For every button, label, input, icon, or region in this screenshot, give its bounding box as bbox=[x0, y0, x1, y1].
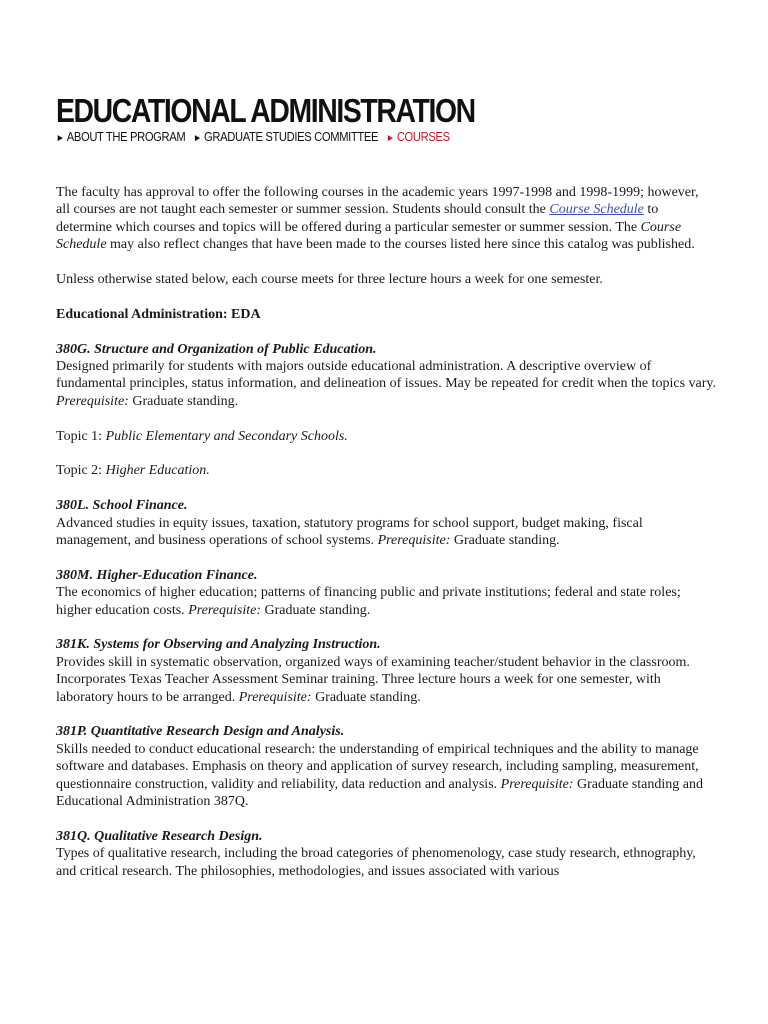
prerequisite-text: Graduate standing. bbox=[261, 602, 371, 618]
course-description: Designed primarily for students with majors outside educational administration. A descriptive overview of fundamental principles, status information, and delineation of issues. May be repeated for credit when the topics vary. bbox=[56, 359, 717, 392]
triangle-right-icon: ► bbox=[386, 133, 395, 144]
course-description: The economics of higher education; patterns of financing public and private institutions; federal and state roles; higher education costs. bbox=[56, 585, 681, 618]
course-title: 380M. Higher-Education Finance. bbox=[56, 567, 258, 583]
course-title: 380G. Structure and Organization of Public Education. bbox=[56, 341, 377, 357]
lecture-note: Unless otherwise stated below, each course meets for three lecture hours a week for one semester. bbox=[56, 272, 603, 288]
breadcrumb-nav bbox=[56, 129, 624, 147]
intro-paragraph: The faculty has approval to offer the following courses in the academic years 1997-1998 and 1998-1999; however, all courses are not taught each semester or summer session. Students should consult the Course Schedule to determine which courses and topics will be offered during a particular semester or summer session. The Course Schedule may also reflect changes that have been made to the courses listed here since this catalog was published. bbox=[56, 185, 699, 253]
nav-item-label: ABOUT THE PROGRAM bbox=[66, 129, 186, 144]
prerequisite-label: Prerequisite: bbox=[188, 602, 262, 618]
course-title: 381K. Systems for Observing and Analyzing Instruction. bbox=[56, 637, 381, 653]
course-title: 381P. Quantitative Research Design and Analysis. bbox=[56, 724, 345, 740]
prerequisite-label: Prerequisite: bbox=[500, 776, 574, 792]
course-description: Skills needed to conduct educational research: the understanding of empirical techniques and the ability to manage software and databases. Emphasis on theory and application of survey research, including sampling, measurement, questionnaire construction, validity and reliability, data reduction and analysis. bbox=[56, 741, 699, 792]
topic-1: Topic 1: Public Elementary and Secondary Schools. bbox=[56, 428, 348, 444]
nav-item-courses[interactable] bbox=[386, 129, 450, 147]
prerequisite-label: Prerequisite: bbox=[56, 393, 129, 409]
prerequisite-text: Graduate standing and Educational Administration 387Q. bbox=[56, 776, 703, 810]
course-entry-381k bbox=[56, 636, 716, 706]
course-entry-380l bbox=[56, 497, 716, 549]
topic-2: Topic 2: Higher Education. bbox=[56, 463, 210, 479]
course-title: 380L. School Finance. bbox=[56, 498, 188, 514]
course-entry-381q bbox=[56, 828, 716, 880]
course-entry-381p bbox=[56, 723, 716, 810]
document-body bbox=[56, 184, 716, 880]
course-description: Types of qualitative research, including the broad categories of phenomenology, case study research, ethnography, and critical research. The philosophies, methodologies, and issues associated with various bbox=[56, 846, 696, 879]
prerequisite-label: Prerequisite: bbox=[238, 689, 312, 705]
page-title: EDUCATIONAL ADMINISTRATION bbox=[56, 92, 475, 129]
prerequisite-text: Graduate standing. bbox=[311, 689, 421, 705]
page bbox=[56, 94, 716, 897]
nav-item-label: COURSES bbox=[396, 129, 450, 144]
nav-item-committee[interactable] bbox=[193, 129, 378, 147]
course-title: 381Q. Qualitative Research Design. bbox=[56, 828, 263, 844]
course-entry-380g bbox=[56, 341, 716, 411]
prerequisite-label: Prerequisite: bbox=[377, 533, 451, 549]
section-heading: Educational Administration: EDA bbox=[56, 306, 261, 322]
prerequisite-text: Graduate standing. bbox=[128, 393, 239, 409]
course-description: Provides skill in systematic observation, organized ways of examining teacher/student behavior in the classroom. Incorporates Texas Teacher Assessment Seminar training. Three lecture hours a week for one semester, with laboratory hours to be arranged. bbox=[56, 654, 690, 705]
triangle-right-icon: ► bbox=[193, 133, 202, 144]
nav-item-label: GRADUATE STUDIES COMMITTEE bbox=[204, 129, 379, 144]
prerequisite-text: Graduate standing. bbox=[450, 533, 560, 549]
nav-item-about[interactable] bbox=[56, 129, 185, 147]
course-schedule-link[interactable]: Course Schedule bbox=[549, 202, 644, 218]
course-description: Advanced studies in equity issues, taxation, statutory programs for school support, budget making, fiscal management, and business operations of school systems. bbox=[56, 515, 643, 549]
masthead bbox=[56, 94, 716, 147]
course-entry-380m bbox=[56, 567, 716, 619]
triangle-right-icon: ► bbox=[56, 133, 65, 144]
